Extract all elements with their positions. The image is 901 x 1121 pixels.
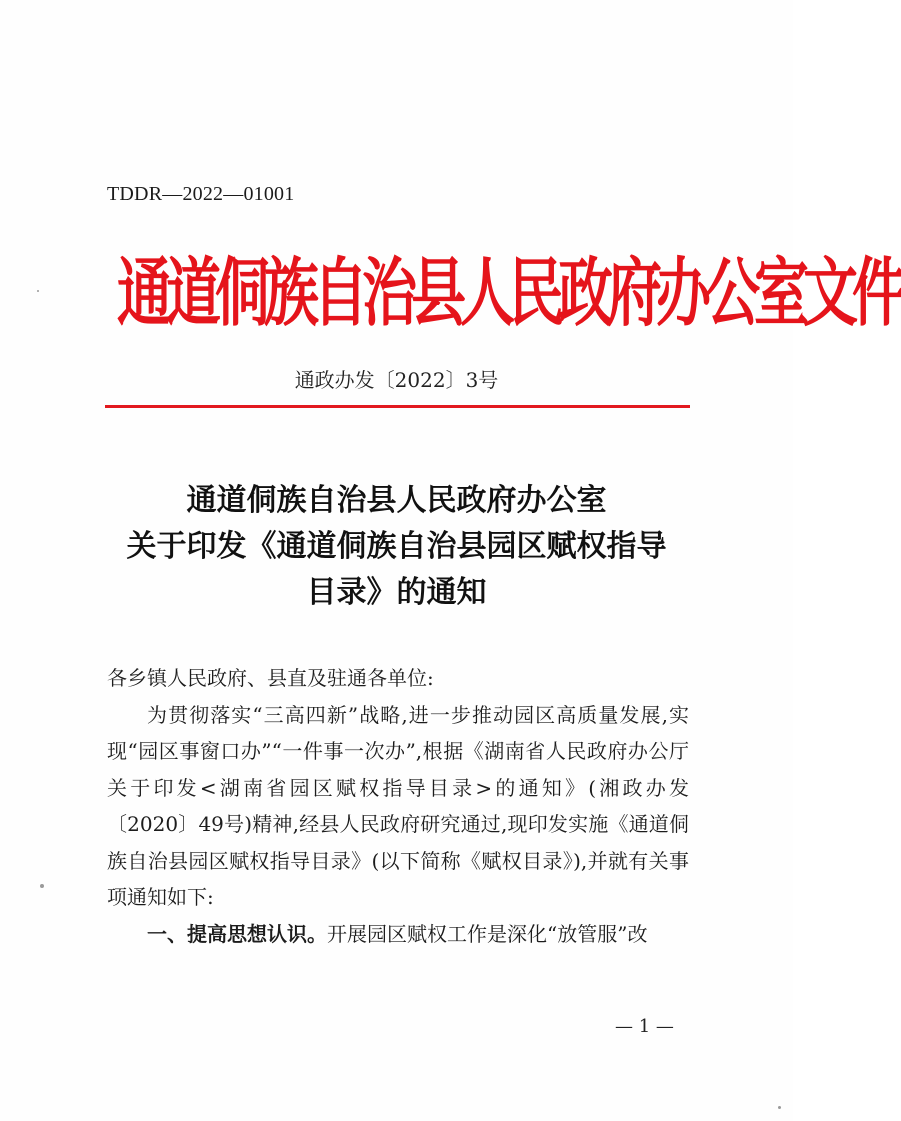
page-number: — 1 — [615,1016,674,1037]
issuer-header: 通道侗族自治县人民政府办公室文件 [117,249,901,336]
scan-speck [37,290,39,292]
red-separator-line [105,405,690,408]
scan-speck [40,884,44,888]
salutation: 各乡镇人民政府、县直及驻通各单位: [107,666,434,690]
document-body [107,660,689,952]
document-title [0,478,793,616]
section-1-text: 开展园区赋权工作是深化“放管服”改 [327,921,648,946]
title-line-3: 目录》的通知 [306,575,487,610]
section-1-paragraph [107,916,689,953]
title-line-2: 关于印发《通道侗族自治县园区赋权指导 [126,529,667,564]
document-number: 通政办发〔2022〕3号 [294,368,499,392]
body-paragraph: 为贯彻落实“三高四新”战略,进一步推动园区高质量发展,实现“园区事窗口办”“一件事一次办”,根据《湖南省人民政府办公厅关于印发<湖南省园区赋权指导目录>的通知》(湘政办发〔2020〕49号)精神,经县人民政府研究通过,现印发实施《通道侗族自治县园区赋权指导目录》(以下简称《赋权目录》),并就有关事项通知如下: [107,702,689,909]
scan-speck [778,1106,781,1109]
title-line-1: 通道侗族自治县人民政府办公室 [186,483,607,518]
section-1-heading: 一、提高思想认识。 [147,921,327,946]
document-code: TDDR—2022—01001 [107,183,295,205]
